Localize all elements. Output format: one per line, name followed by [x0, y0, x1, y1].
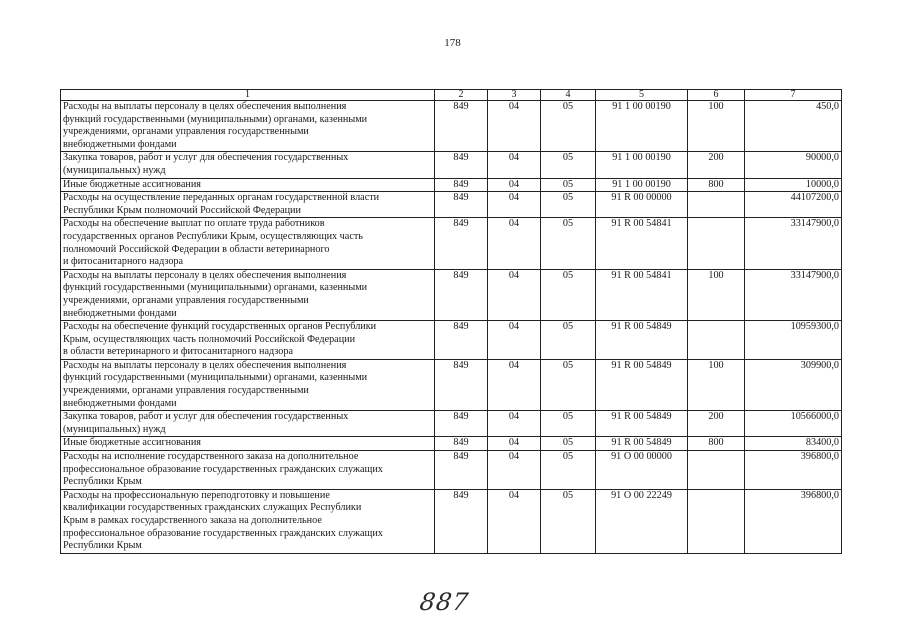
section-code-cell: 04 — [488, 218, 541, 269]
section-code-cell: 04 — [488, 411, 541, 437]
ministry-code-cell: 849 — [435, 489, 488, 553]
amount-cell: 10959300,0 — [745, 321, 842, 360]
row-description-cell: Расходы на исполнение государственного заказа на дополнительное профессиональное образование государственных гражданских служащих Республики Крым — [61, 451, 435, 490]
ministry-code-cell: 849 — [435, 359, 488, 410]
ministry-code-cell: 849 — [435, 437, 488, 451]
amount-cell: 10566000,0 — [745, 411, 842, 437]
column-header: 7 — [745, 90, 842, 101]
section-code-cell: 04 — [488, 101, 541, 152]
subsection-code-cell: 05 — [541, 359, 596, 410]
expense-type-cell: 100 — [688, 359, 745, 410]
table-row — [61, 411, 842, 437]
subsection-code-cell: 05 — [541, 321, 596, 360]
expense-type-cell — [688, 451, 745, 490]
budget-table — [60, 89, 842, 554]
target-article-cell: 91 О 00 00000 — [596, 451, 688, 490]
row-description-cell: Расходы на профессиональную переподготовку и повышение квалификации государственных гражданских служащих Республики Крым в рамках государственного заказа на дополнительное профессиональное образование государственных гражданских служащих Республики Крым — [61, 489, 435, 553]
section-code-cell: 04 — [488, 152, 541, 178]
target-article-cell: 91 1 00 00190 — [596, 178, 688, 192]
subsection-code-cell: 05 — [541, 451, 596, 490]
subsection-code-cell: 05 — [541, 192, 596, 218]
table-row — [61, 321, 842, 360]
expense-type-cell — [688, 218, 745, 269]
amount-cell: 396800,0 — [745, 451, 842, 490]
target-article-cell: 91 О 00 22249 — [596, 489, 688, 553]
ministry-code-cell: 849 — [435, 192, 488, 218]
column-header: 2 — [435, 90, 488, 101]
row-description-cell: Расходы на обеспечение функций государственных органов Республики Крым, осуществляющих часть полномочий Российской Федерации в области ветеринарного и фитосанитарного надзора — [61, 321, 435, 360]
row-description-cell: Закупка товаров, работ и услуг для обеспечения государственных (муниципальных) нужд — [61, 152, 435, 178]
row-description-cell: Расходы на выплаты персоналу в целях обеспечения выполнения функций государственными (муниципальными) органами, казенными учреждениями, органами управления государственными внебюджетными фондами — [61, 101, 435, 152]
ministry-code-cell: 849 — [435, 269, 488, 320]
amount-cell: 10000,0 — [745, 178, 842, 192]
expense-type-cell — [688, 321, 745, 360]
page-number: 178 — [444, 37, 461, 49]
column-header: 6 — [688, 90, 745, 101]
section-code-cell: 04 — [488, 269, 541, 320]
target-article-cell: 91 R 00 54841 — [596, 218, 688, 269]
expense-type-cell: 100 — [688, 269, 745, 320]
section-code-cell: 04 — [488, 321, 541, 360]
ministry-code-cell: 849 — [435, 451, 488, 490]
column-header: 4 — [541, 90, 596, 101]
ministry-code-cell: 849 — [435, 411, 488, 437]
table-row — [61, 451, 842, 490]
handwritten-page-number: 887 — [418, 588, 471, 616]
table-row — [61, 269, 842, 320]
amount-cell: 33147900,0 — [745, 269, 842, 320]
column-header: 5 — [596, 90, 688, 101]
subsection-code-cell: 05 — [541, 489, 596, 553]
subsection-code-cell: 05 — [541, 101, 596, 152]
expense-type-cell: 100 — [688, 101, 745, 152]
row-description-cell: Расходы на осуществление переданных органам государственной власти Республики Крым полномочий Российской Федерации — [61, 192, 435, 218]
target-article-cell: 91 1 00 00190 — [596, 101, 688, 152]
section-code-cell: 04 — [488, 489, 541, 553]
section-code-cell: 04 — [488, 192, 541, 218]
expense-type-cell: 800 — [688, 437, 745, 451]
target-article-cell: 91 R 00 54841 — [596, 269, 688, 320]
table-header-row — [61, 90, 842, 101]
ministry-code-cell: 849 — [435, 152, 488, 178]
amount-cell: 83400,0 — [745, 437, 842, 451]
amount-cell: 33147900,0 — [745, 218, 842, 269]
table-row — [61, 218, 842, 269]
row-description-cell: Иные бюджетные ассигнования — [61, 178, 435, 192]
ministry-code-cell: 849 — [435, 178, 488, 192]
target-article-cell: 91 1 00 00190 — [596, 152, 688, 178]
amount-cell: 90000,0 — [745, 152, 842, 178]
ministry-code-cell: 849 — [435, 218, 488, 269]
target-article-cell: 91 R 00 00000 — [596, 192, 688, 218]
table-row — [61, 437, 842, 451]
amount-cell: 309900,0 — [745, 359, 842, 410]
amount-cell: 396800,0 — [745, 489, 842, 553]
table-row — [61, 192, 842, 218]
row-description-cell: Расходы на выплаты персоналу в целях обеспечения выполнения функций государственными (муниципальными) органами, казенными учреждениями, органами управления государственными внебюджетными фондами — [61, 269, 435, 320]
table-row — [61, 178, 842, 192]
row-description-cell: Расходы на обеспечение выплат по оплате труда работников государственных органов Республики Крым, осуществляющих часть полномочий Российской Федерации в области ветеринарного и фитосанитарного надзора — [61, 218, 435, 269]
target-article-cell: 91 R 00 54849 — [596, 321, 688, 360]
expense-type-cell: 200 — [688, 152, 745, 178]
table-row — [61, 152, 842, 178]
section-code-cell: 04 — [488, 359, 541, 410]
subsection-code-cell: 05 — [541, 178, 596, 192]
table-row — [61, 489, 842, 553]
section-code-cell: 04 — [488, 437, 541, 451]
table-row — [61, 101, 842, 152]
expense-type-cell — [688, 192, 745, 218]
expense-type-cell: 200 — [688, 411, 745, 437]
target-article-cell: 91 R 00 54849 — [596, 359, 688, 410]
column-header: 3 — [488, 90, 541, 101]
amount-cell: 44107200,0 — [745, 192, 842, 218]
row-description-cell: Закупка товаров, работ и услуг для обеспечения государственных (муниципальных) нужд — [61, 411, 435, 437]
section-code-cell: 04 — [488, 451, 541, 490]
section-code-cell: 04 — [488, 178, 541, 192]
column-header: 1 — [61, 90, 435, 101]
amount-cell: 450,0 — [745, 101, 842, 152]
target-article-cell: 91 R 00 54849 — [596, 411, 688, 437]
subsection-code-cell: 05 — [541, 152, 596, 178]
ministry-code-cell: 849 — [435, 321, 488, 360]
expense-type-cell — [688, 489, 745, 553]
row-description-cell: Иные бюджетные ассигнования — [61, 437, 435, 451]
row-description-cell: Расходы на выплаты персоналу в целях обеспечения выполнения функций государственными (муниципальными) органами, казенными учреждениями, органами управления государственными внебюджетными фондами — [61, 359, 435, 410]
subsection-code-cell: 05 — [541, 269, 596, 320]
subsection-code-cell: 05 — [541, 218, 596, 269]
expense-type-cell: 800 — [688, 178, 745, 192]
subsection-code-cell: 05 — [541, 411, 596, 437]
table-row — [61, 359, 842, 410]
subsection-code-cell: 05 — [541, 437, 596, 451]
target-article-cell: 91 R 00 54849 — [596, 437, 688, 451]
ministry-code-cell: 849 — [435, 101, 488, 152]
